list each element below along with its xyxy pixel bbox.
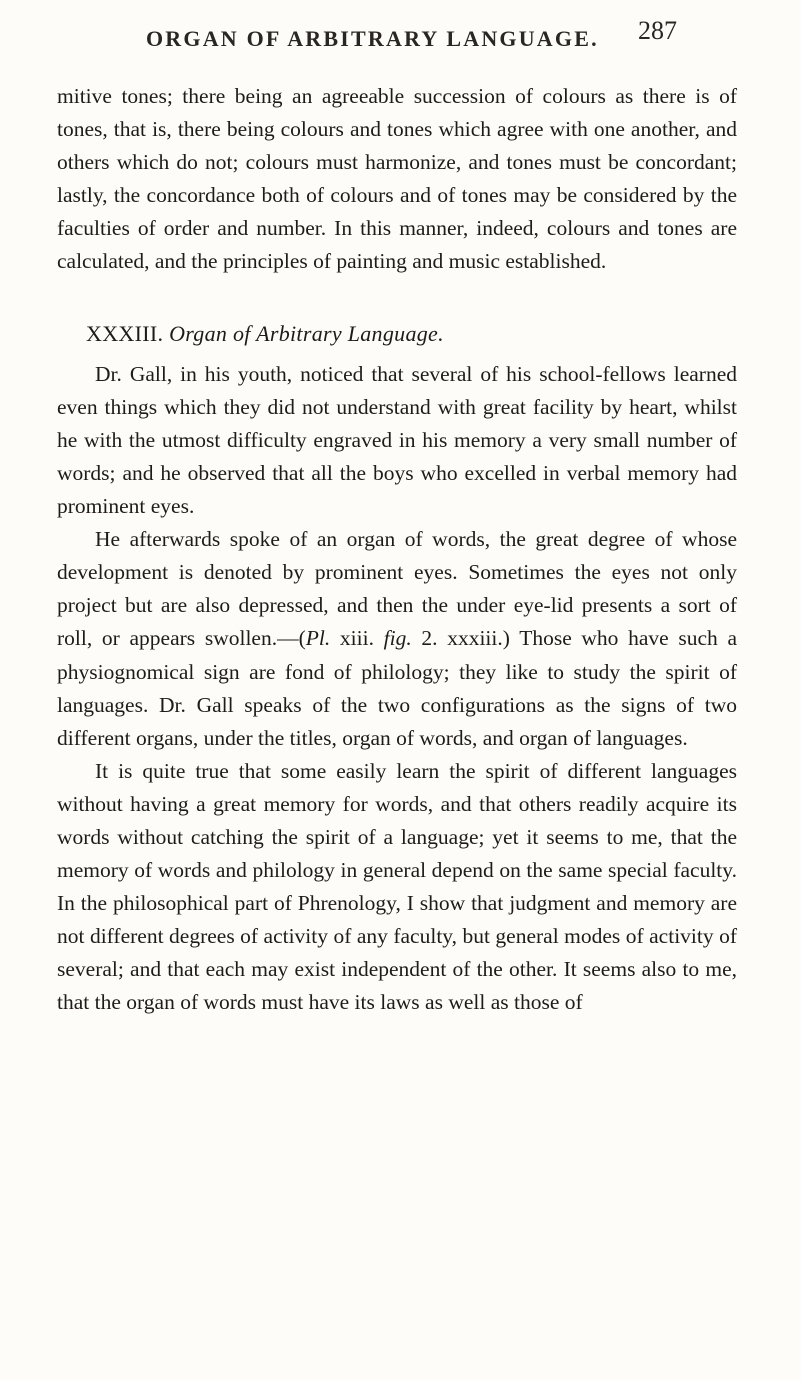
- page-number: 287: [638, 16, 677, 45]
- section-heading: [57, 317, 737, 350]
- text-run: 2. xxxiii.) Those who have such a physiognomical sign are fond of philology; they like to study the spirit of languages. Dr. Gall speaks of the two configurations as the signs of two different organs, under the titles, organ of words, and organ of languages.: [57, 626, 737, 750]
- section-title: Organ of Arbitrary Language.: [169, 320, 444, 346]
- paragraph-organ-of-words: [57, 523, 737, 755]
- page-body: [57, 80, 737, 1020]
- section-number: XXXIII.: [86, 320, 164, 346]
- paragraph-gall-youth: Dr. Gall, in his youth, noticed that several of his school-fellows learned even things which they did not understand with great facility by heart, whilst he with the utmost difficulty engraved in his memory a very small number of words; and he observed that all the boys who excelled in verbal memory had prominent eyes.: [57, 361, 737, 519]
- running-title: ORGAN OF ARBITRARY LANGUAGE.: [146, 26, 599, 51]
- text-run: xiii.: [330, 626, 384, 651]
- figure-ref: fig.: [383, 626, 412, 651]
- text-run: He afterwards spoke of an organ of words, the great degree of whose development is denoted by prominent eyes. Sometimes the eyes not only project but are also depressed, and then the under eye-lid presents a sort of roll, or appears swollen.—(: [57, 527, 737, 651]
- paragraph-languages: It is quite true that some easily learn the spirit of different languages without having a great memory for words, and that others readily acquire its words without catching the spirit of a language; yet it seems to me, that the memory of words and philology in general depend on the same special faculty. In the philosophical part of Phrenology, I show that judgment and memory are not different degrees of activity of any faculty, but general modes of activity of several; and that each may exist independent of the other. It seems also to me, that the organ of words must have its laws as well as those of: [57, 758, 737, 1015]
- paragraph-continued: mitive tones; there being an agreeable succession of colours as there is of tones, that is, there being colours and tones which agree with one another, and others which do not; colours must harmonize, and tones must be concordant; lastly, the concordance both of colours and of tones may be considered by the faculties of order and number. In this manner, indeed, colours and tones are calculated, and the principles of painting and music established.: [57, 84, 737, 274]
- plate-ref: Pl.: [305, 626, 331, 651]
